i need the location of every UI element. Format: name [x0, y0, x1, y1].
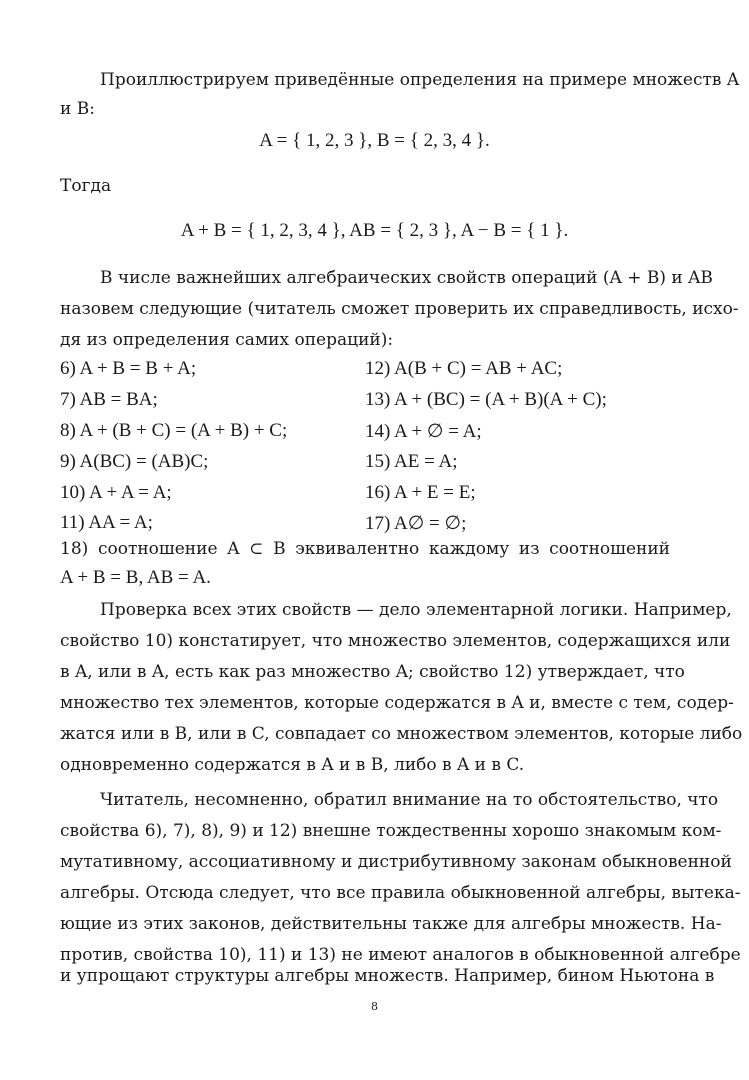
paragraph-line: Проверка всех этих свойств — дело элементарной логики. Например,: [100, 600, 732, 620]
properties-intro-line-2: назовем следующие (читатель сможет проверить их справедливость, исхо-: [60, 299, 739, 319]
property-18-line-1: 18) соотношение A ⊂ B эквивалентно каждому из соотношений: [60, 539, 670, 559]
paragraph-line: одновременно содержатся в A и в B, либо в A и в C.: [60, 755, 525, 775]
paragraph-line: в A, или в A, есть как раз множество A; свойство 12) утверждает, что: [60, 662, 685, 682]
sets-definition-formula: A = { 1, 2, 3 }, B = { 2, 3, 4 }.: [259, 130, 490, 151]
property-18-line-2: A + B = B, AB = A.: [60, 567, 211, 588]
property-item: 9) A(BC) = (AB)C;: [60, 451, 209, 472]
paragraph-line: жатся или в B, или в C, совпадает со множеством элементов, которые либо: [60, 724, 743, 744]
property-item: 8) A + (B + C) = (A + B) + C;: [60, 420, 288, 441]
paragraph-line: свойство 10) констатирует, что множество элементов, содержащихся или: [60, 631, 731, 651]
intro-line-2: и B:: [60, 99, 95, 119]
paragraph-line: алгебры. Отсюда следует, что все правила обыкновенной алгебры, вытека-: [60, 883, 741, 903]
property-item: 17) A∅ = ∅;: [365, 513, 467, 534]
property-item: 6) A + B = B + A;: [60, 358, 197, 379]
page-number: 8: [371, 1000, 378, 1013]
operations-results-formula: A + B = { 1, 2, 3, 4 }, AB = { 2, 3 }, A − B = { 1 }.: [180, 220, 569, 241]
paragraph-line: множество тех элементов, которые содержатся в A и, вместе с тем, содер-: [60, 693, 734, 713]
properties-intro-line-3: дя из определения самих операций):: [60, 330, 394, 350]
paragraph-line: и упрощают структуры алгебры множеств. Например, бином Ньютона в: [60, 966, 715, 986]
property-item: 14) A + ∅ = A;: [365, 421, 482, 442]
property-item: 11) AA = A;: [60, 512, 153, 533]
paragraph-line: мутативному, ассоциативному и дистрибутивному законам обыкновенной: [60, 852, 732, 872]
property-item: 16) A + E = E;: [365, 482, 476, 503]
intro-line-1: Проиллюстрируем приведённые определения на примере множеств A: [100, 70, 740, 90]
property-item: 12) A(B + C) = AB + AC;: [365, 358, 563, 379]
paragraph-line: Читатель, несомненно, обратил внимание на то обстоятельство, что: [100, 790, 719, 810]
paragraph-line: против, свойства 10), 11) и 13) не имеют аналогов в обыкновенной алгебре: [60, 945, 741, 965]
paragraph-line: ющие из этих законов, действительны также для алгебры множеств. На-: [60, 914, 722, 934]
property-item: 10) A + A = A;: [60, 482, 172, 503]
then-word: Тогда: [60, 176, 112, 196]
property-item: 13) A + (BC) = (A + B)(A + C);: [365, 389, 607, 410]
properties-intro-line-1: В числе важнейших алгебраических свойств операций (A + B) и AB: [100, 268, 713, 288]
property-item: 7) AB = BA;: [60, 389, 158, 410]
paragraph-line: свойства 6), 7), 8), 9) и 12) внешне тождественны хорошо знакомым ком-: [60, 821, 722, 841]
property-item: 15) AE = A;: [365, 451, 458, 472]
